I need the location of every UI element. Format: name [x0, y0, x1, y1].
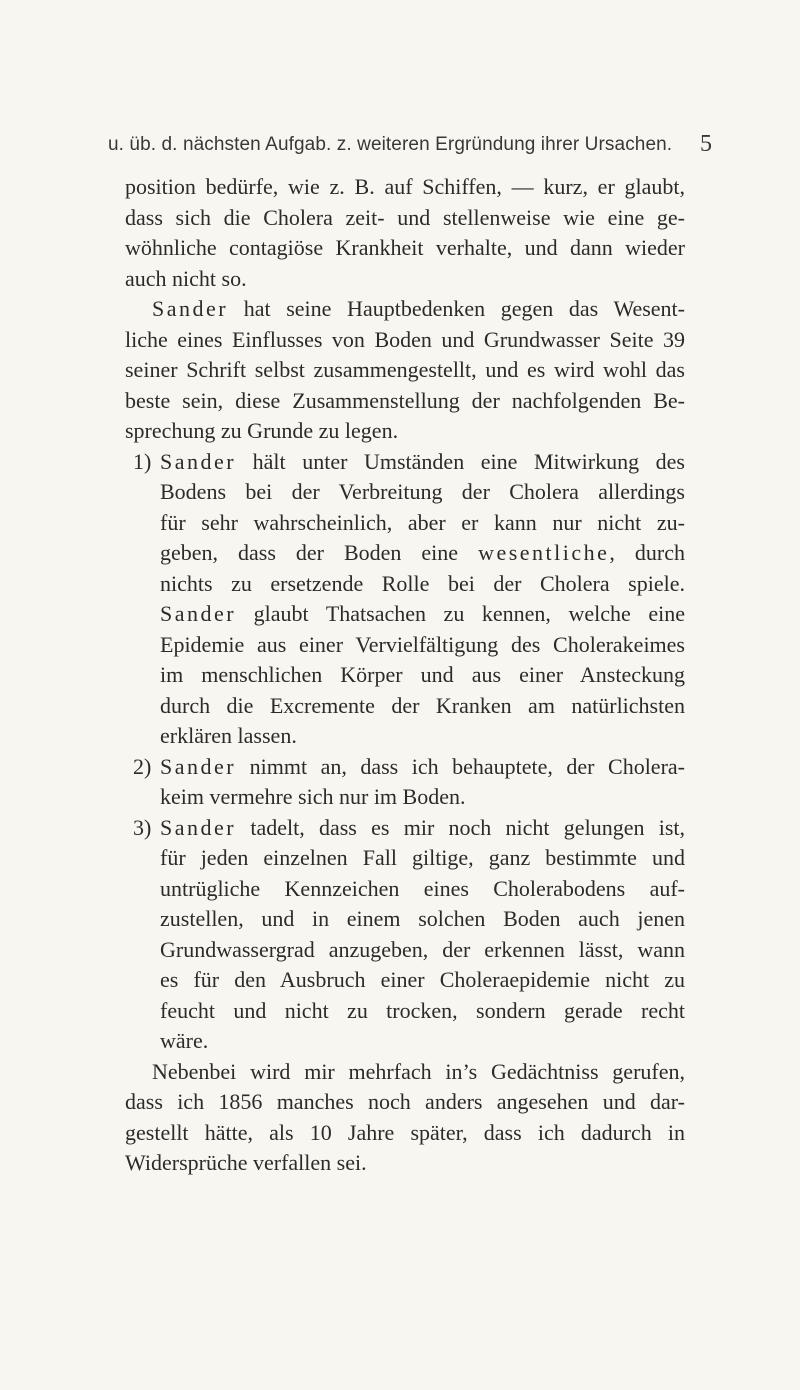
text-fragment: , durch [609, 540, 686, 565]
page-number: 5 [700, 131, 712, 157]
text-line: keim vermehre sich nur im Boden. [160, 784, 466, 809]
text-line: gestellt hätte, als 10 Jahre später, dass ich dadurch in [125, 1119, 685, 1145]
text-line: Widersprüche verfallen sei. [125, 1150, 367, 1175]
text-line [160, 752, 685, 783]
text-line: Nebenbei wird mir mehrfach in’s Gedächtniss gerufen, [152, 1058, 685, 1084]
text-line: es für den Ausbruch einer Choleraepidemie nicht zu [160, 967, 685, 992]
text-line: Grundwassergrad anzugeben, der erkennen lässt, wann [160, 936, 685, 962]
text-line [160, 447, 685, 478]
text-line: position bedürfe, wie z. B. auf Schiffen, — kurz, er glaubt, [125, 174, 685, 199]
text-line: Epidemie aus einer Vervielfältigung des Cholerakeimes [160, 631, 685, 657]
text-line: auch nicht so. [125, 265, 247, 291]
author-name: Sander [160, 814, 237, 840]
text-line: wäre. [160, 1028, 209, 1053]
text-fragment: hat seine Hauptbedenken gegen das Wesent- [228, 296, 685, 321]
author-name: Sander [160, 448, 237, 474]
text-line: Bodens bei der Verbreitung der Cholera allerdings [160, 479, 685, 504]
text-line: wöhnliche contagiöse Krankheit verhalte, und dann wieder [125, 235, 685, 260]
text-fragment: tadelt, dass es mir noch nicht gelungen ist, [236, 814, 685, 840]
text-line: zustellen, und in einem solchen Boden auch jenen [160, 906, 685, 931]
author-name: Sander [160, 601, 237, 626]
text-line [125, 294, 685, 325]
text-line: liche eines Einflusses von Boden und Grundwasser Seite 39 [125, 326, 685, 352]
list-item-2 [125, 752, 685, 813]
text-line [160, 813, 685, 844]
text-line: beste sein, diese Zusammenstellung der nachfolgenden Be- [125, 387, 685, 413]
paragraph-sander-intro [125, 294, 685, 447]
text-line: im menschlichen Körper und aus einer Ansteckung [160, 662, 685, 687]
running-header: u. üb. d. nächsten Aufgab. z. weiteren Ergründung ihrer Ursachen. [108, 134, 673, 155]
text-fragment: hält unter Umständen eine Mitwirkung des [236, 448, 685, 474]
list-item-1 [125, 447, 685, 752]
text-line: dass ich 1856 manches noch anders angesehen und dar- [125, 1089, 685, 1114]
text-fragment: nimmt an, dass ich behauptete, der Cholera- [236, 753, 685, 779]
text-line: seiner Schrift selbst zusammengestellt, und es wird wohl das [125, 357, 685, 382]
list-item-3 [125, 813, 685, 1057]
text-line: für sehr wahrscheinlich, aber er kann nur nicht zu- [160, 509, 685, 535]
author-name: Sander [160, 753, 237, 779]
text-line [160, 538, 685, 569]
text-line: durch die Excremente der Kranken am natürlichsten [160, 692, 685, 718]
paragraph-continuation [125, 172, 685, 294]
text-line [160, 599, 685, 630]
text-line: feucht und nicht zu trocken, sondern gerade recht [160, 997, 685, 1023]
body-text [125, 172, 685, 1179]
text-fragment: geben, dass der Boden eine [160, 540, 479, 565]
author-name: Sander [152, 296, 229, 321]
emphasized-word: wesentliche [478, 540, 610, 565]
text-line: dass sich die Cholera zeit- und stellenweise wie eine ge- [125, 204, 685, 230]
text-line: für jeden einzelnen Fall giltige, ganz bestimmte und [160, 845, 685, 870]
item-number: 2) [133, 753, 152, 779]
paragraph-closing [125, 1057, 685, 1179]
text-line: erklären lassen. [160, 723, 297, 748]
text-line: untrügliche Kennzeichen eines Cholerabodens auf- [160, 875, 685, 901]
item-number: 3) [133, 814, 152, 840]
text-fragment: glaubt Thatsachen zu kennen, welche eine [236, 601, 685, 626]
text-line: nichts zu ersetzende Rolle bei der Cholera spiele. [160, 570, 685, 596]
item-number: 1) [133, 448, 152, 474]
text-line: sprechung zu Grunde zu legen. [125, 418, 399, 443]
